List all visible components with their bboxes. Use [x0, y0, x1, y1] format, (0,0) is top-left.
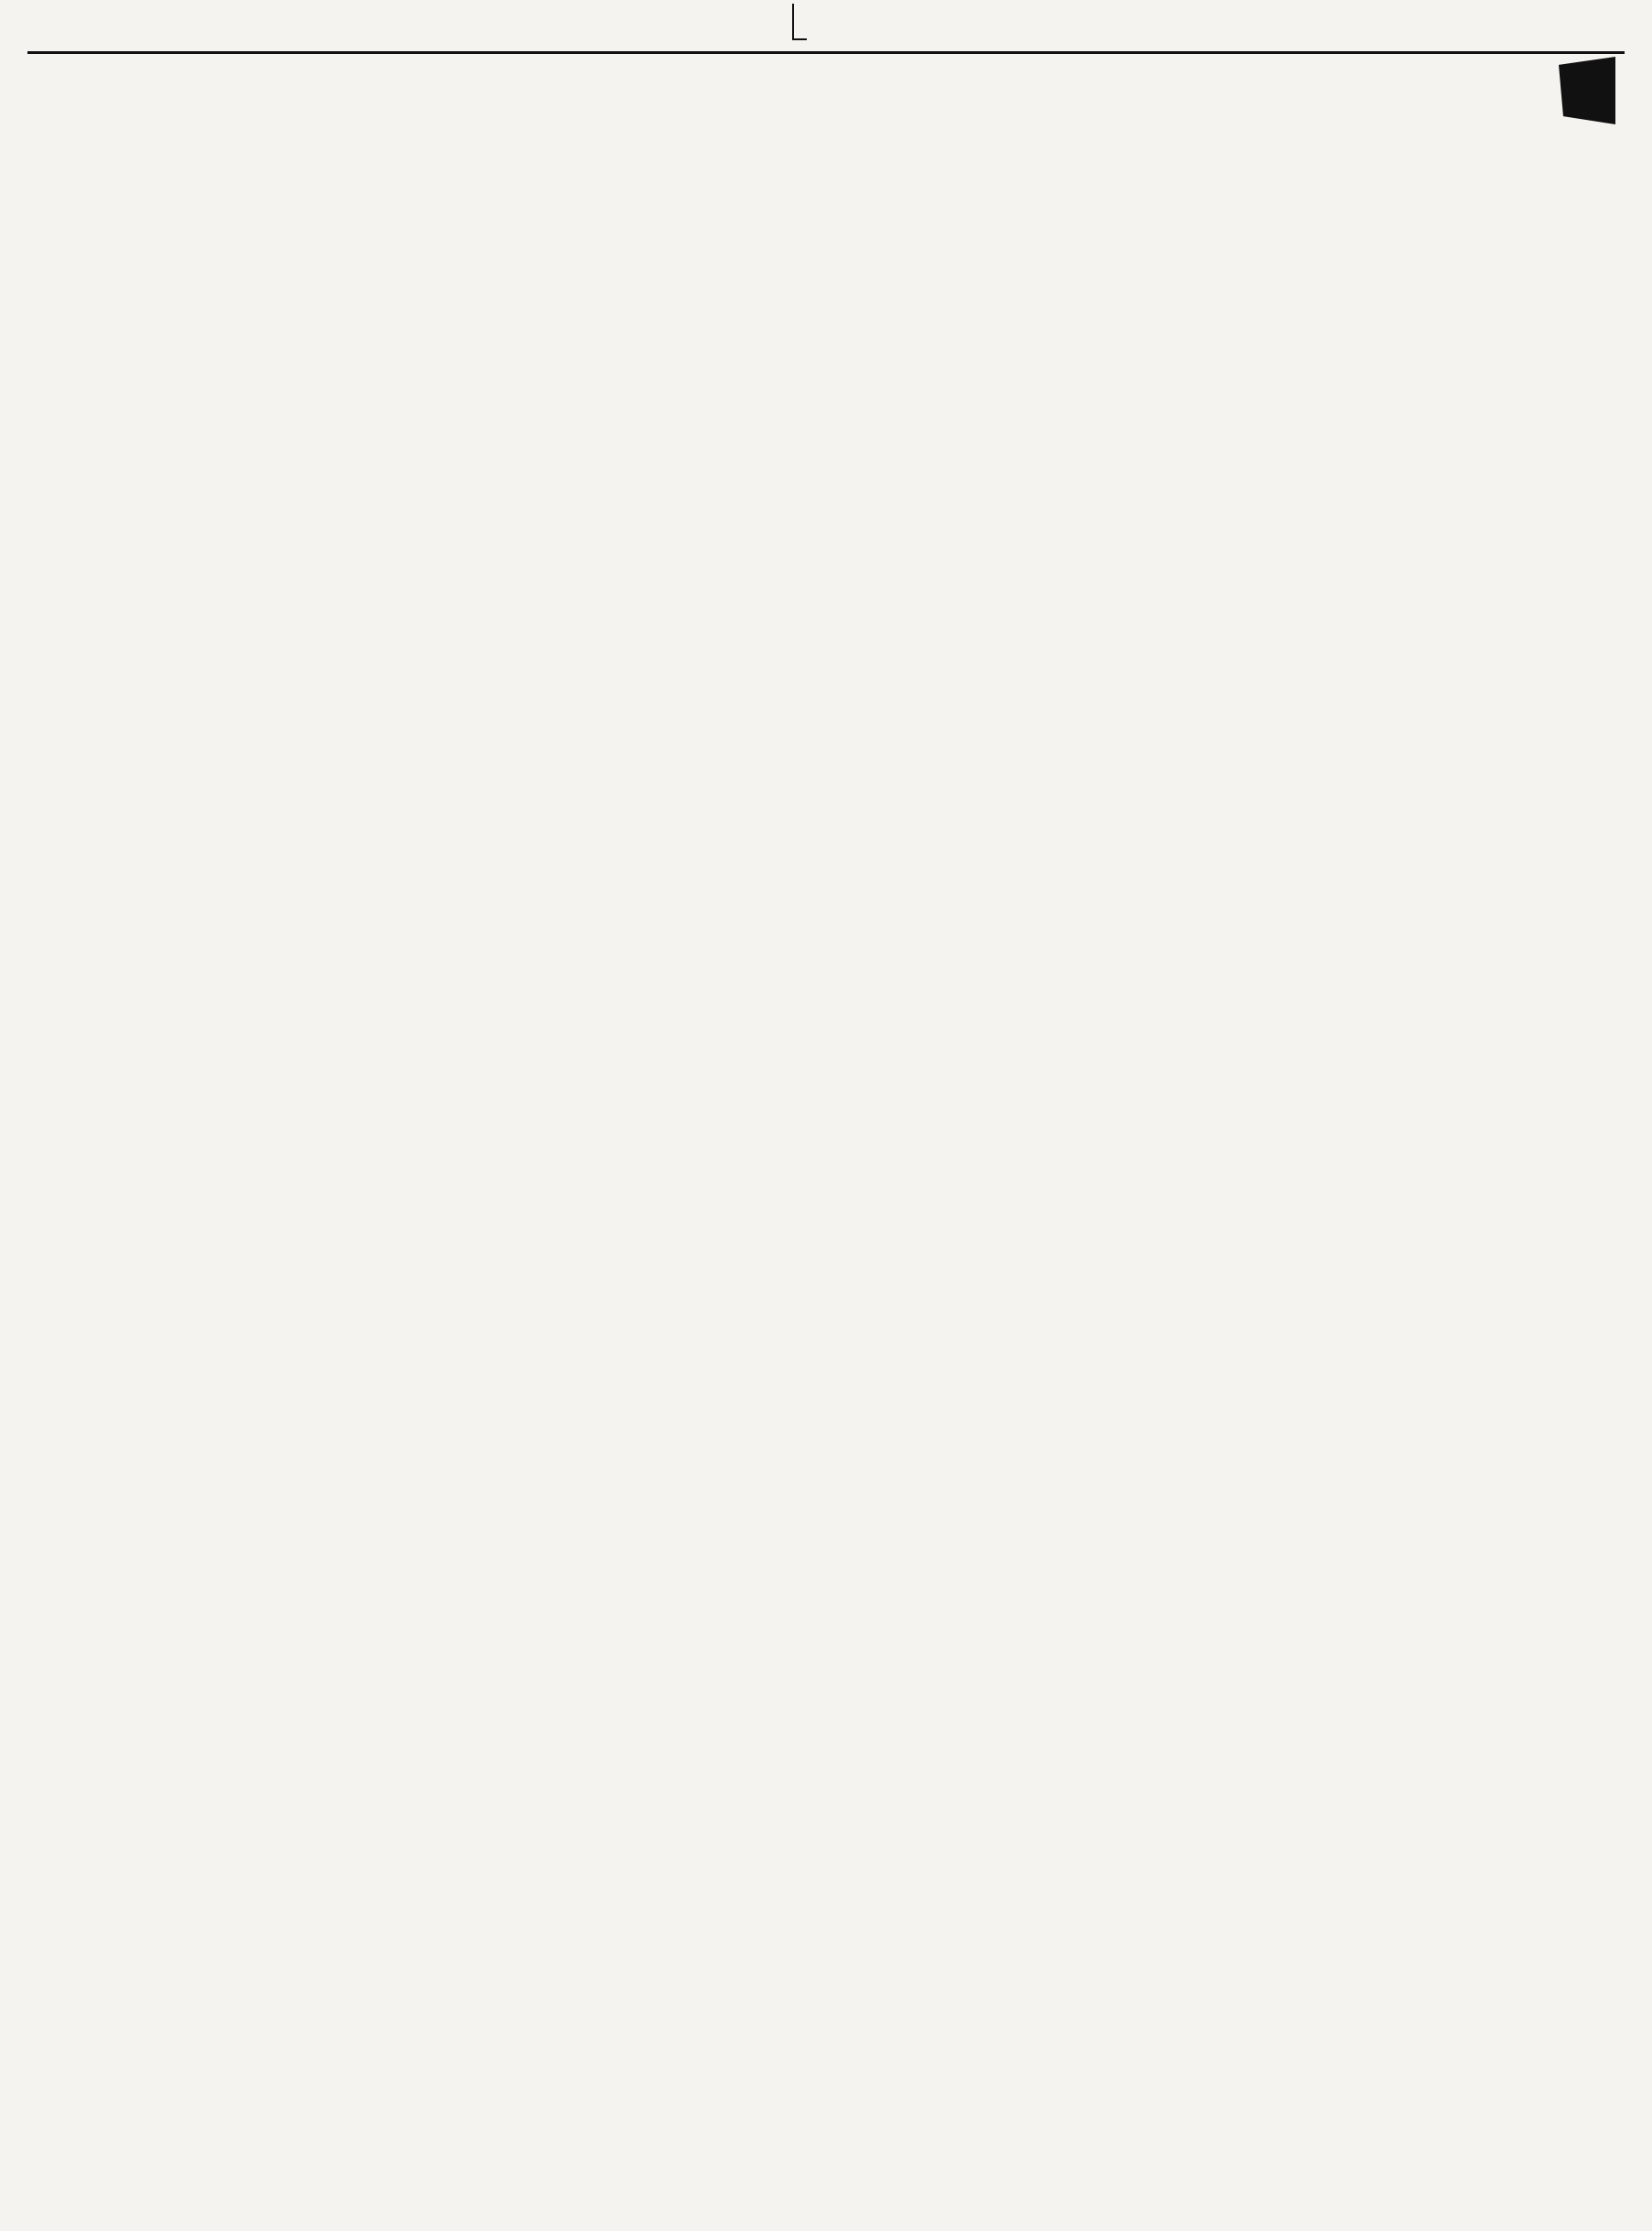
corner-badge-icon: [1559, 57, 1615, 124]
schedule-grid: [37, 133, 1624, 2218]
page-headline: [37, 57, 1518, 124]
fold-mark: [792, 4, 807, 40]
masthead: [27, 4, 1625, 54]
